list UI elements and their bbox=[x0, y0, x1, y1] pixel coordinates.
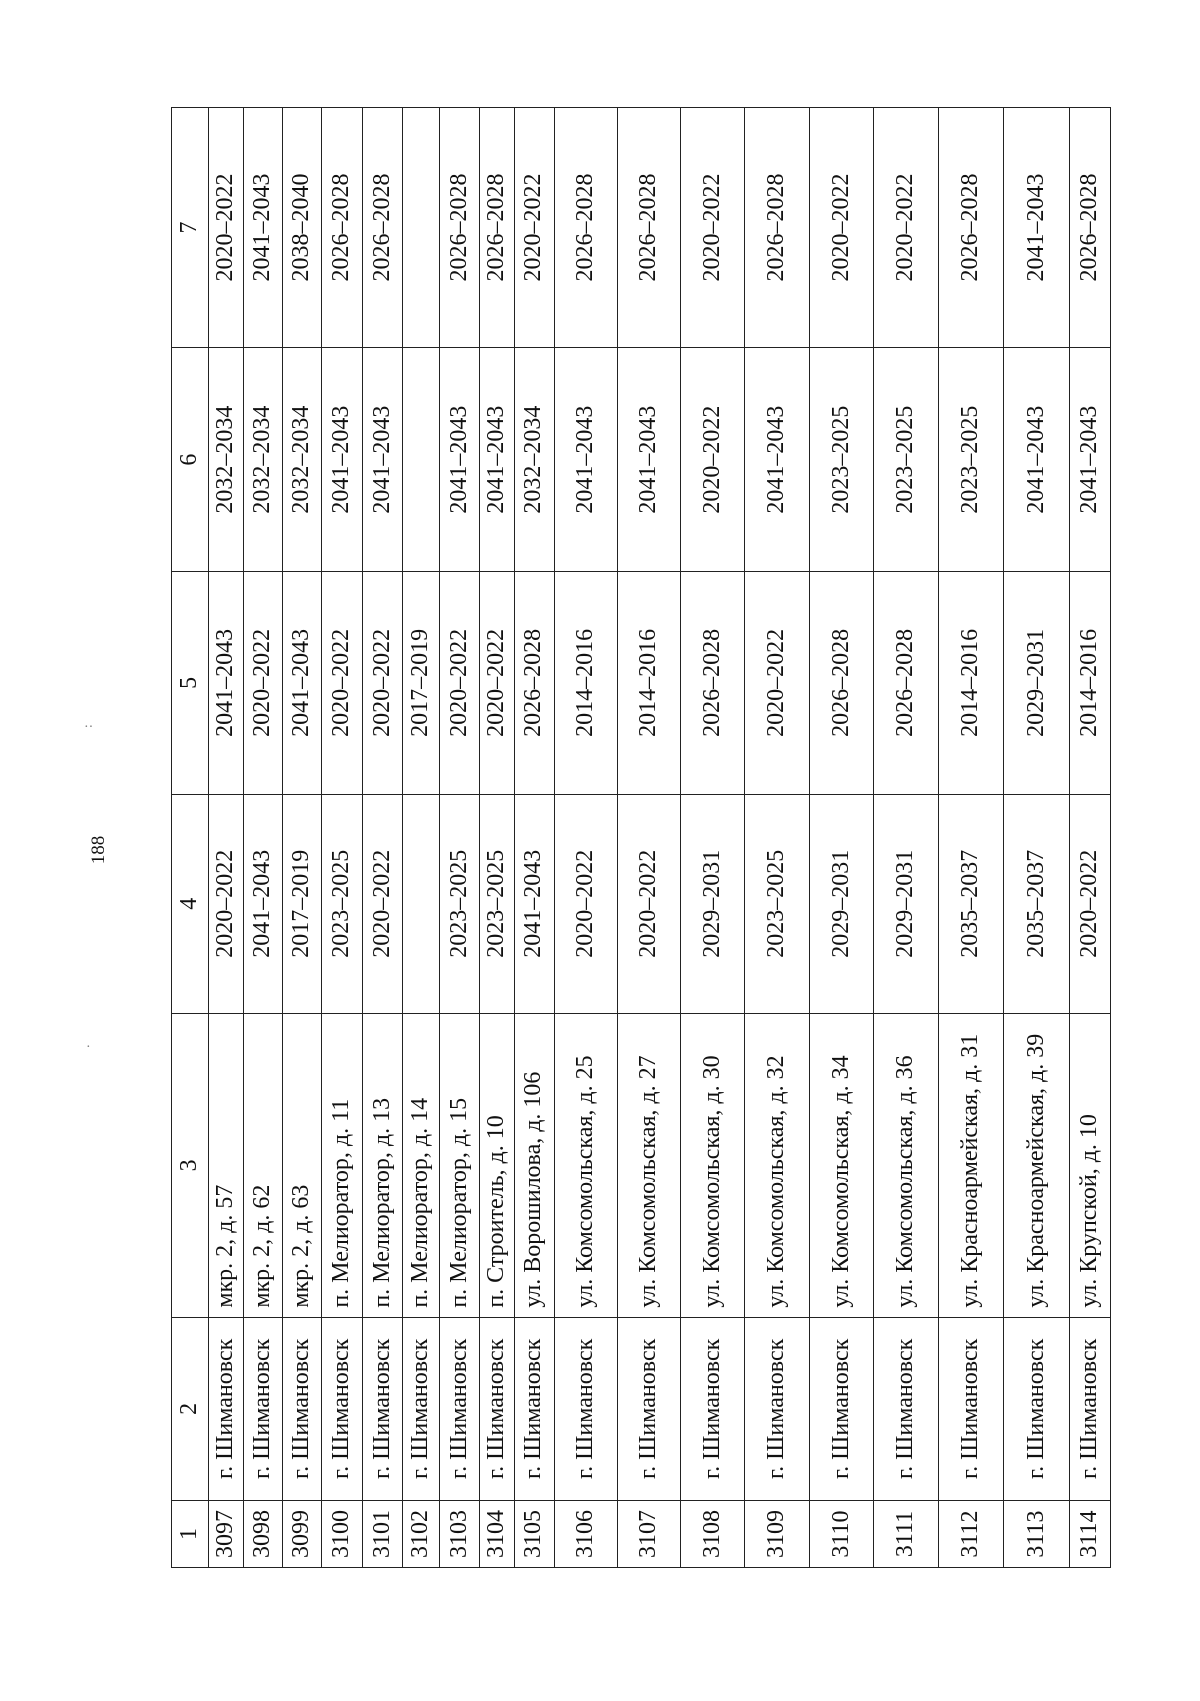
cell-city: г. Шимановск bbox=[282, 1317, 322, 1500]
column-header-2: 2 bbox=[172, 1317, 209, 1500]
table-row bbox=[1070, 108, 1111, 1568]
cell-number: 3101 bbox=[363, 1501, 403, 1568]
cell-period-col4: 2041–2043 bbox=[244, 794, 283, 1013]
cell-number: 3113 bbox=[1004, 1501, 1070, 1568]
cell-period-col5: 2014–2016 bbox=[554, 572, 617, 794]
cell-period-col6: 2032–2034 bbox=[209, 347, 244, 571]
cell-city: г. Шимановск bbox=[1004, 1317, 1070, 1500]
table-row bbox=[681, 108, 745, 1568]
cell-period-col4: 2020–2022 bbox=[617, 794, 681, 1013]
column-header-6: 6 bbox=[172, 347, 209, 571]
table-row bbox=[874, 108, 939, 1568]
cell-period-col5: 2020–2022 bbox=[479, 572, 514, 794]
table-row bbox=[244, 108, 283, 1568]
table-row bbox=[515, 108, 555, 1568]
cell-period-col7: 2020–2022 bbox=[515, 108, 555, 348]
cell-period-col5: 2026–2028 bbox=[515, 572, 555, 794]
cell-period-col6 bbox=[402, 347, 439, 571]
cell-number: 3108 bbox=[681, 1501, 745, 1568]
cell-address: ул. Комсомольская, д. 36 bbox=[874, 1014, 939, 1318]
cell-city: г. Шимановск bbox=[1070, 1317, 1111, 1500]
column-header-1: 1 bbox=[172, 1501, 209, 1568]
cell-period-col7: 2020–2022 bbox=[209, 108, 244, 348]
page-number: 188 bbox=[88, 835, 109, 865]
cell-number: 3110 bbox=[810, 1501, 874, 1568]
cell-number: 3099 bbox=[282, 1501, 322, 1568]
cell-period-col5: 2041–2043 bbox=[282, 572, 322, 794]
cell-address: ул. Комсомольская, д. 34 bbox=[810, 1014, 874, 1318]
cell-address: п. Мелиоратор, д. 14 bbox=[402, 1014, 439, 1318]
table-row bbox=[1004, 108, 1070, 1568]
cell-city: г. Шимановск bbox=[745, 1317, 810, 1500]
cell-number: 3107 bbox=[617, 1501, 681, 1568]
cell-period-col7: 2026–2028 bbox=[745, 108, 810, 348]
cell-number: 3114 bbox=[1070, 1501, 1111, 1568]
cell-period-col4: 2029–2031 bbox=[874, 794, 939, 1013]
cell-address: ул. Комсомольская, д. 27 bbox=[617, 1014, 681, 1318]
cell-city: г. Шимановск bbox=[209, 1317, 244, 1500]
cell-number: 3102 bbox=[402, 1501, 439, 1568]
cell-address: ул. Красноармейская, д. 31 bbox=[939, 1014, 1004, 1318]
cell-address: мкр. 2, д. 62 bbox=[244, 1014, 283, 1318]
cell-address: п. Мелиоратор, д. 13 bbox=[363, 1014, 403, 1318]
cell-period-col7: 2026–2028 bbox=[939, 108, 1004, 348]
cell-city: г. Шимановск bbox=[681, 1317, 745, 1500]
cell-period-col4: 2020–2022 bbox=[209, 794, 244, 1013]
cell-number: 3112 bbox=[939, 1501, 1004, 1568]
cell-address: п. Мелиоратор, д. 15 bbox=[440, 1014, 480, 1318]
cell-period-col6: 2041–2043 bbox=[440, 347, 480, 571]
cell-period-col5: 2014–2016 bbox=[617, 572, 681, 794]
cell-city: г. Шимановск bbox=[515, 1317, 555, 1500]
cell-address: ул. Крупской, д. 10 bbox=[1070, 1014, 1111, 1318]
cell-period-col7: 2026–2028 bbox=[479, 108, 514, 348]
scan-speck: ·· bbox=[84, 720, 94, 735]
table-row bbox=[479, 108, 514, 1568]
cell-period-col6: 2020–2022 bbox=[681, 347, 745, 571]
cell-period-col7: 2020–2022 bbox=[874, 108, 939, 348]
cell-number: 3104 bbox=[479, 1501, 514, 1568]
scan-speck: · bbox=[86, 1040, 91, 1055]
cell-address: ул. Комсомольская, д. 30 bbox=[681, 1014, 745, 1318]
cell-period-col7: 2026–2028 bbox=[554, 108, 617, 348]
column-header-5: 5 bbox=[172, 572, 209, 794]
cell-period-col6: 2041–2043 bbox=[322, 347, 363, 571]
cell-period-col7: 2026–2028 bbox=[1070, 108, 1111, 348]
cell-period-col6: 2041–2043 bbox=[745, 347, 810, 571]
cell-city: г. Шимановск bbox=[402, 1317, 439, 1500]
cell-period-col4: 2020–2022 bbox=[1070, 794, 1111, 1013]
cell-period-col4: 2035–2037 bbox=[939, 794, 1004, 1013]
cell-period-col6: 2023–2025 bbox=[874, 347, 939, 571]
column-header-4: 4 bbox=[172, 794, 209, 1013]
cell-period-col4: 2029–2031 bbox=[681, 794, 745, 1013]
cell-number: 3106 bbox=[554, 1501, 617, 1568]
cell-number: 3098 bbox=[244, 1501, 283, 1568]
cell-period-col4: 2017–2019 bbox=[282, 794, 322, 1013]
cell-period-col7: 2038–2040 bbox=[282, 108, 322, 348]
cell-period-col5: 2017–2019 bbox=[402, 572, 439, 794]
cell-city: г. Шимановск bbox=[874, 1317, 939, 1500]
cell-period-col5: 2041–2043 bbox=[209, 572, 244, 794]
cell-period-col4: 2020–2022 bbox=[363, 794, 403, 1013]
cell-period-col5: 2014–2016 bbox=[1070, 572, 1111, 794]
column-header-7: 7 bbox=[172, 108, 209, 348]
cell-city: г. Шимановск bbox=[440, 1317, 480, 1500]
cell-city: г. Шимановск bbox=[244, 1317, 283, 1500]
cell-period-col5: 2026–2028 bbox=[874, 572, 939, 794]
cell-city: г. Шимановск bbox=[554, 1317, 617, 1500]
cell-period-col4 bbox=[402, 794, 439, 1013]
cell-address: ул. Комсомольская, д. 25 bbox=[554, 1014, 617, 1318]
cell-period-col7: 2026–2028 bbox=[440, 108, 480, 348]
cell-address: мкр. 2, д. 63 bbox=[282, 1014, 322, 1318]
cell-period-col7: 2041–2043 bbox=[1004, 108, 1070, 348]
cell-city: г. Шимановск bbox=[939, 1317, 1004, 1500]
table-container bbox=[171, 107, 1111, 1568]
cell-number: 3111 bbox=[874, 1501, 939, 1568]
cell-period-col5: 2026–2028 bbox=[681, 572, 745, 794]
cell-period-col6: 2023–2025 bbox=[810, 347, 874, 571]
cell-address: мкр. 2, д. 57 bbox=[209, 1014, 244, 1318]
column-header-3: 3 bbox=[172, 1014, 209, 1318]
cell-period-col6: 2041–2043 bbox=[554, 347, 617, 571]
cell-number: 3097 bbox=[209, 1501, 244, 1568]
cell-address: п. Строитель, д. 10 bbox=[479, 1014, 514, 1318]
cell-period-col6: 2041–2043 bbox=[479, 347, 514, 571]
cell-number: 3103 bbox=[440, 1501, 480, 1568]
cell-address: п. Мелиоратор, д. 11 bbox=[322, 1014, 363, 1318]
cell-period-col7 bbox=[402, 108, 439, 348]
cell-city: г. Шимановск bbox=[617, 1317, 681, 1500]
cell-period-col5: 2014–2016 bbox=[939, 572, 1004, 794]
table-row bbox=[363, 108, 403, 1568]
cell-period-col4: 2041–2043 bbox=[515, 794, 555, 1013]
cell-number: 3100 bbox=[322, 1501, 363, 1568]
cell-city: г. Шимановск bbox=[322, 1317, 363, 1500]
cell-period-col4: 2023–2025 bbox=[440, 794, 480, 1013]
cell-period-col4: 2023–2025 bbox=[745, 794, 810, 1013]
cell-period-col4: 2023–2025 bbox=[322, 794, 363, 1013]
cell-period-col4: 2035–2037 bbox=[1004, 794, 1070, 1013]
table-row bbox=[440, 108, 480, 1568]
cell-period-col5: 2020–2022 bbox=[440, 572, 480, 794]
cell-period-col4: 2023–2025 bbox=[479, 794, 514, 1013]
data-table bbox=[171, 107, 1111, 1568]
cell-period-col5: 2020–2022 bbox=[244, 572, 283, 794]
cell-city: г. Шимановск bbox=[363, 1317, 403, 1500]
cell-period-col5: 2026–2028 bbox=[810, 572, 874, 794]
cell-period-col7: 2041–2043 bbox=[244, 108, 283, 348]
cell-address: ул. Комсомольская, д. 32 bbox=[745, 1014, 810, 1318]
cell-period-col4: 2020–2022 bbox=[554, 794, 617, 1013]
cell-city: г. Шимановск bbox=[810, 1317, 874, 1500]
cell-period-col5: 2029–2031 bbox=[1004, 572, 1070, 794]
cell-period-col7: 2026–2028 bbox=[617, 108, 681, 348]
table-row bbox=[745, 108, 810, 1568]
cell-period-col7: 2026–2028 bbox=[322, 108, 363, 348]
table-row bbox=[402, 108, 439, 1568]
cell-period-col6: 2041–2043 bbox=[1004, 347, 1070, 571]
cell-period-col5: 2020–2022 bbox=[363, 572, 403, 794]
cell-period-col5: 2020–2022 bbox=[322, 572, 363, 794]
cell-period-col4: 2029–2031 bbox=[810, 794, 874, 1013]
cell-period-col7: 2020–2022 bbox=[810, 108, 874, 348]
table-body bbox=[209, 108, 1111, 1568]
cell-period-col6: 2032–2034 bbox=[515, 347, 555, 571]
cell-period-col6: 2032–2034 bbox=[282, 347, 322, 571]
table-row bbox=[282, 108, 322, 1568]
cell-number: 3109 bbox=[745, 1501, 810, 1568]
table-header-row bbox=[172, 108, 209, 1568]
cell-period-col6: 2032–2034 bbox=[244, 347, 283, 571]
cell-number: 3105 bbox=[515, 1501, 555, 1568]
cell-period-col6: 2023–2025 bbox=[939, 347, 1004, 571]
table-row bbox=[209, 108, 244, 1568]
cell-address: ул. Ворошилова, д. 106 bbox=[515, 1014, 555, 1318]
cell-period-col7: 2026–2028 bbox=[363, 108, 403, 348]
cell-period-col6: 2041–2043 bbox=[1070, 347, 1111, 571]
cell-city: г. Шимановск bbox=[479, 1317, 514, 1500]
cell-period-col6: 2041–2043 bbox=[617, 347, 681, 571]
table-row bbox=[939, 108, 1004, 1568]
cell-period-col7: 2020–2022 bbox=[681, 108, 745, 348]
table-row bbox=[810, 108, 874, 1568]
table-row bbox=[554, 108, 617, 1568]
cell-period-col6: 2041–2043 bbox=[363, 347, 403, 571]
table-row bbox=[322, 108, 363, 1568]
cell-period-col5: 2020–2022 bbox=[745, 572, 810, 794]
cell-address: ул. Красноармейская, д. 39 bbox=[1004, 1014, 1070, 1318]
table-row bbox=[617, 108, 681, 1568]
